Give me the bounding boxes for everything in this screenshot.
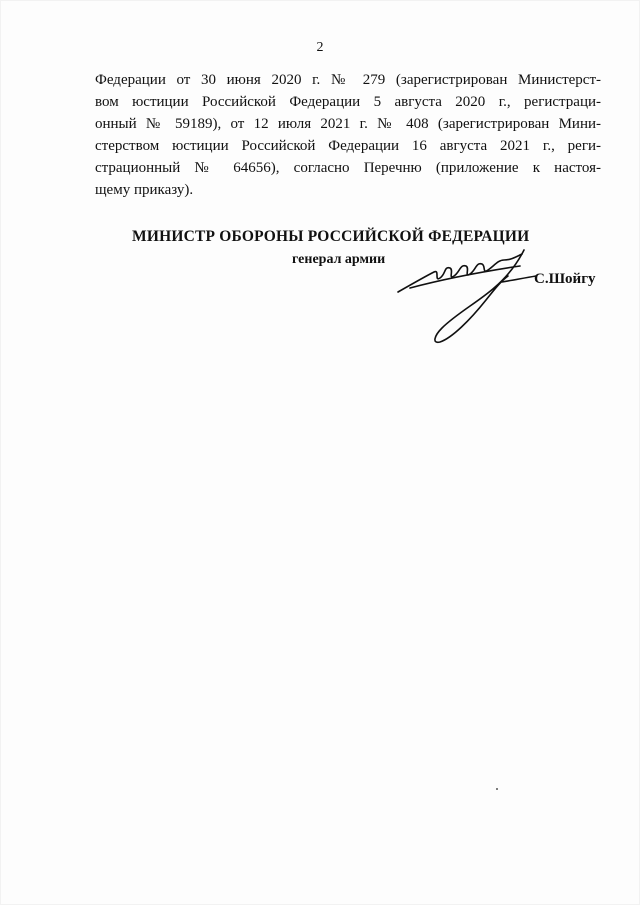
body-paragraph (95, 69, 601, 201)
handwritten-signature (390, 236, 550, 348)
body-line: стерством юстиции Российской Федерации 16 августа 2021 г., реги- (95, 138, 601, 154)
page-number: 2 (316, 40, 324, 55)
body-line: онный № 59189), от 12 июля 2021 г. № 408 (зарегистрирован Мини- (95, 116, 601, 132)
body-line: Федерации от 30 июня 2020 г. № 279 (зарегистрирован Министерст- (95, 72, 601, 88)
scan-speck (496, 788, 498, 790)
signatory-title: МИНИСТР ОБОРОНЫ РОССИЙСКОЙ ФЕДЕРАЦИИ (132, 228, 530, 245)
signatory-name: С.Шойгу (534, 271, 596, 287)
signatory-rank: генерал армии (292, 252, 386, 267)
body-line: щему приказу). (95, 182, 194, 198)
body-line: вом юстиции Российской Федерации 5 августа 2020 г., регистраци- (95, 94, 601, 110)
body-line: страционный № 64656), согласно Перечню (приложение к настоя- (95, 160, 601, 176)
